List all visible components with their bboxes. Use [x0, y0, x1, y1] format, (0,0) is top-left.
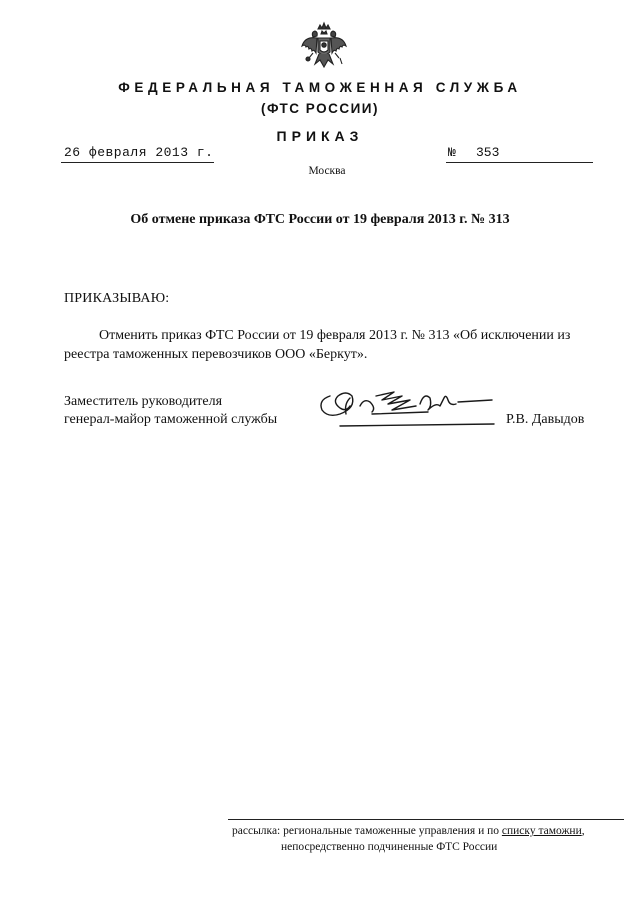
russian-coat-of-arms-icon	[299, 20, 349, 76]
distribution-text: рассылка: региональные таможенные управления и по	[232, 825, 502, 837]
distribution-comma: ,	[581, 825, 585, 837]
document-title: Об отмене приказа ФТС России от 19 февраля 2013 г. № 313	[130, 212, 510, 227]
agency-short-name: (ФТС РОССИИ)	[261, 101, 379, 116]
number-label: №	[448, 145, 456, 160]
directive-heading: ПРИКАЗЫВАЮ:	[64, 291, 170, 306]
handwritten-signature-icon	[316, 384, 502, 432]
distribution-underlined: списку таможни	[501, 825, 582, 837]
document-date: 26 февраля 2013 г.	[64, 145, 214, 160]
document-type: ПРИКАЗ	[276, 128, 364, 144]
document-number: 353	[476, 145, 500, 160]
distribution-separator	[228, 819, 624, 820]
signer-position-line1: Заместитель руководителя	[64, 394, 223, 409]
city: Москва	[308, 165, 346, 177]
distribution-line2: непосредственно подчиненные ФТС России	[281, 841, 498, 853]
distribution-list	[232, 823, 585, 855]
signer-name: Р.В. Давыдов	[506, 412, 585, 427]
signer-position	[64, 393, 277, 429]
date-underline	[61, 162, 214, 163]
signer-position-line2: генерал-майор таможенной службы	[64, 412, 278, 427]
number-underline	[446, 162, 593, 163]
order-text: Отменить приказ ФТС России от 19 февраля 2013 г. № 313 «Об исключении из реестра таможенных перевозчиков ООО «Беркут».	[64, 328, 571, 362]
agency-name: ФЕДЕРАЛЬНАЯ ТАМОЖЕННАЯ СЛУЖБА	[118, 80, 522, 95]
